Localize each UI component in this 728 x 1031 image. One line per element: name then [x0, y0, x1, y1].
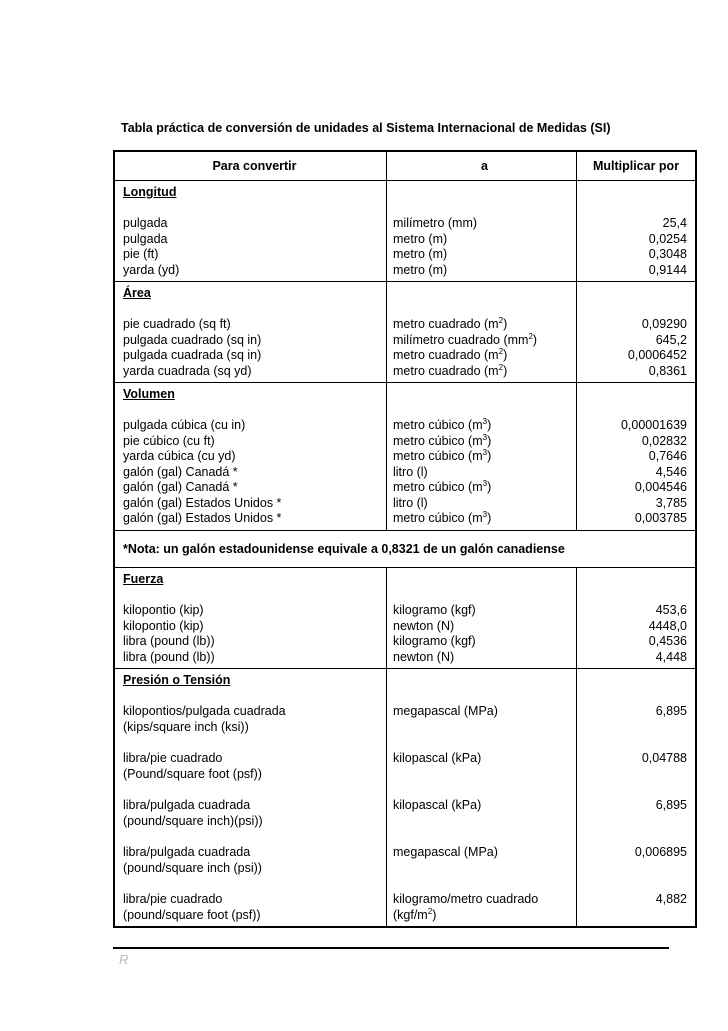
factor-value: 0,0254 [648, 231, 687, 246]
factor-value: 4448,0 [648, 618, 687, 633]
to-unit: metro cúbico $(m^3)$ [393, 432, 492, 448]
column-factor [577, 181, 695, 281]
factor-value: 4,448 [655, 649, 687, 664]
column-factor [577, 383, 695, 530]
factor-value: 0,00001639 [620, 418, 687, 432]
factor-value: 0,09290 [641, 317, 687, 331]
factor-value: 0,006895 [634, 845, 687, 859]
factor-value [577, 767, 687, 783]
to-unit: metro (m) [393, 247, 448, 261]
to-unit: metro cúbico $(m^3)$ [393, 448, 492, 463]
to-unit: milímetro (mm) [393, 216, 478, 230]
table-section [115, 383, 695, 531]
to-unit: metro cúbico $(m^3)$ [393, 417, 492, 432]
section-title: Volumen [123, 387, 175, 401]
to-unit: litro (l) [393, 495, 428, 510]
factor-value: 0,02832 [641, 433, 687, 448]
from-unit: pulgada [123, 231, 168, 246]
to-unit: kilopascal (kPa) [393, 751, 482, 765]
header-to: a [387, 152, 577, 180]
factor-value: 0,7646 [648, 449, 687, 463]
from-unit: pie cúbico (cu ft) [123, 433, 215, 448]
column-from [115, 568, 387, 668]
header-from: Para convertir [115, 152, 387, 180]
from-unit: libra/pie cuadrado [123, 751, 223, 765]
from-unit: pie cuadrado (sq ft) [123, 317, 231, 331]
header-multiply: Multiplicar por [592, 159, 680, 173]
from-unit: (pound/square foot (psf)) [123, 907, 261, 922]
from-unit: libra/pulgada cuadrada [123, 798, 251, 812]
to-unit: metro (m) [393, 231, 448, 246]
from-unit: pulgada [123, 216, 168, 230]
note-text: *Nota: un galón estadounidense equivale a 0,8321 de un galón canadiense [123, 541, 565, 556]
column-factor [577, 568, 695, 668]
to-unit: milímetro cuadrado $(mm^2)$ [393, 331, 538, 347]
to-unit: kilogramo (kgf) [393, 603, 476, 617]
from-unit: galón (gal) Canadá * [123, 480, 238, 494]
to-unit [393, 720, 576, 736]
from-unit: pulgada cuadrado (sq in) [123, 332, 262, 347]
to-unit: metro cuadrado $(m^2)$ [393, 316, 508, 331]
from-unit: kilopontios/pulgada cuadrada [123, 704, 286, 718]
factor-value [577, 908, 687, 924]
from-unit: kilopontio (kip) [123, 603, 204, 617]
table-section [115, 282, 695, 383]
to-unit [393, 861, 576, 877]
footer-mark: R [119, 952, 129, 967]
document-title: Tabla práctica de conversión de unidades al Sistema Internacional de Medidas (SI) [121, 121, 611, 135]
factor-value: 0,003785 [634, 511, 687, 525]
column-from [115, 383, 387, 530]
table-section [115, 181, 695, 282]
to-unit [393, 814, 576, 830]
column-to [387, 383, 577, 530]
factor-value: 0,8361 [648, 363, 687, 378]
from-unit: yarda (yd) [123, 262, 180, 277]
factor-value: 645,2 [655, 332, 687, 347]
column-from [115, 669, 387, 926]
factor-value: 6,895 [655, 704, 687, 718]
section-title: Presión o Tensión [123, 673, 231, 687]
from-unit: yarda cúbica (cu yd) [123, 449, 236, 463]
table-header [115, 152, 695, 181]
section-title: Área [123, 286, 151, 300]
factor-value: 25,4 [662, 216, 687, 230]
from-unit: yarda cuadrada (sq yd) [123, 363, 252, 378]
from-unit: libra/pulgada cuadrada [123, 845, 251, 859]
table-body [115, 181, 695, 926]
factor-value: 0,004546 [634, 480, 687, 494]
to-unit: megapascal (MPa) [393, 845, 498, 859]
from-unit: (Pound/square foot (psf)) [123, 766, 262, 781]
from-unit: (kips/square inch (ksi)) [123, 719, 249, 734]
to-unit: metro (m) [393, 262, 448, 277]
from-unit: pulgada cuadrada (sq in) [123, 348, 262, 362]
factor-value: 453,6 [655, 603, 687, 617]
from-unit: (pound/square inch)(psi)) [123, 813, 263, 828]
table-section [115, 568, 695, 669]
column-factor [577, 669, 695, 926]
from-unit: galón (gal) Estados Unidos * [123, 495, 282, 510]
from-unit: pie (ft) [123, 247, 159, 261]
column-from [115, 282, 387, 382]
to-unit: megapascal (MPa) [393, 704, 498, 718]
section-title: Longitud [123, 185, 177, 199]
factor-value [577, 720, 687, 736]
section-title: Fuerza [123, 572, 164, 586]
to-unit: metro cuadrado $(m^2)$ [393, 347, 508, 362]
from-unit: galón (gal) Canadá * [123, 464, 238, 479]
to-unit: metro cúbico $(m^3)$ [393, 510, 492, 525]
factor-value: 0,3048 [648, 247, 687, 261]
to-unit: kilopascal (kPa) [393, 798, 482, 812]
column-to [387, 568, 577, 668]
to-unit [393, 767, 576, 783]
to-unit: newton (N) [393, 618, 455, 633]
from-unit: (pound/square inch (psi)) [123, 860, 262, 875]
table-section [115, 531, 695, 569]
to-unit: metro cuadrado $(m^2)$ [393, 362, 508, 378]
factor-value: 4,546 [655, 464, 687, 479]
factor-value: 0,04788 [641, 751, 687, 765]
to-unit: metro cúbico $(m^3)$ [393, 479, 492, 494]
factor-value: 0,4536 [648, 634, 687, 648]
from-unit: kilopontio (kip) [123, 618, 204, 633]
factor-value [577, 814, 687, 830]
conversion-table [113, 150, 697, 928]
from-unit: libra (pound (lb)) [123, 649, 215, 664]
factor-value: 3,785 [655, 495, 687, 510]
column-from [115, 181, 387, 281]
from-unit: libra/pie cuadrado [123, 892, 223, 906]
footer-rule [113, 947, 669, 949]
to-unit: $(kgf/m^2)$ [393, 906, 437, 922]
factor-value: 0,9144 [648, 262, 687, 277]
to-unit: newton (N) [393, 649, 455, 664]
from-unit: libra (pound (lb)) [123, 634, 215, 648]
factor-value: 0,0006452 [627, 348, 687, 362]
to-unit: kilogramo/metro cuadrado [393, 892, 539, 906]
column-to [387, 282, 577, 382]
from-unit: galón (gal) Estados Unidos * [123, 511, 282, 525]
to-unit: litro (l) [393, 464, 428, 479]
factor-value: 4,882 [655, 892, 687, 906]
table-section [115, 669, 695, 926]
factor-value [577, 861, 687, 877]
to-unit: kilogramo (kgf) [393, 634, 476, 648]
column-factor [577, 282, 695, 382]
column-to [387, 181, 577, 281]
from-unit: pulgada cúbica (cu in) [123, 418, 246, 432]
factor-value: 6,895 [655, 798, 687, 812]
column-to [387, 669, 577, 926]
